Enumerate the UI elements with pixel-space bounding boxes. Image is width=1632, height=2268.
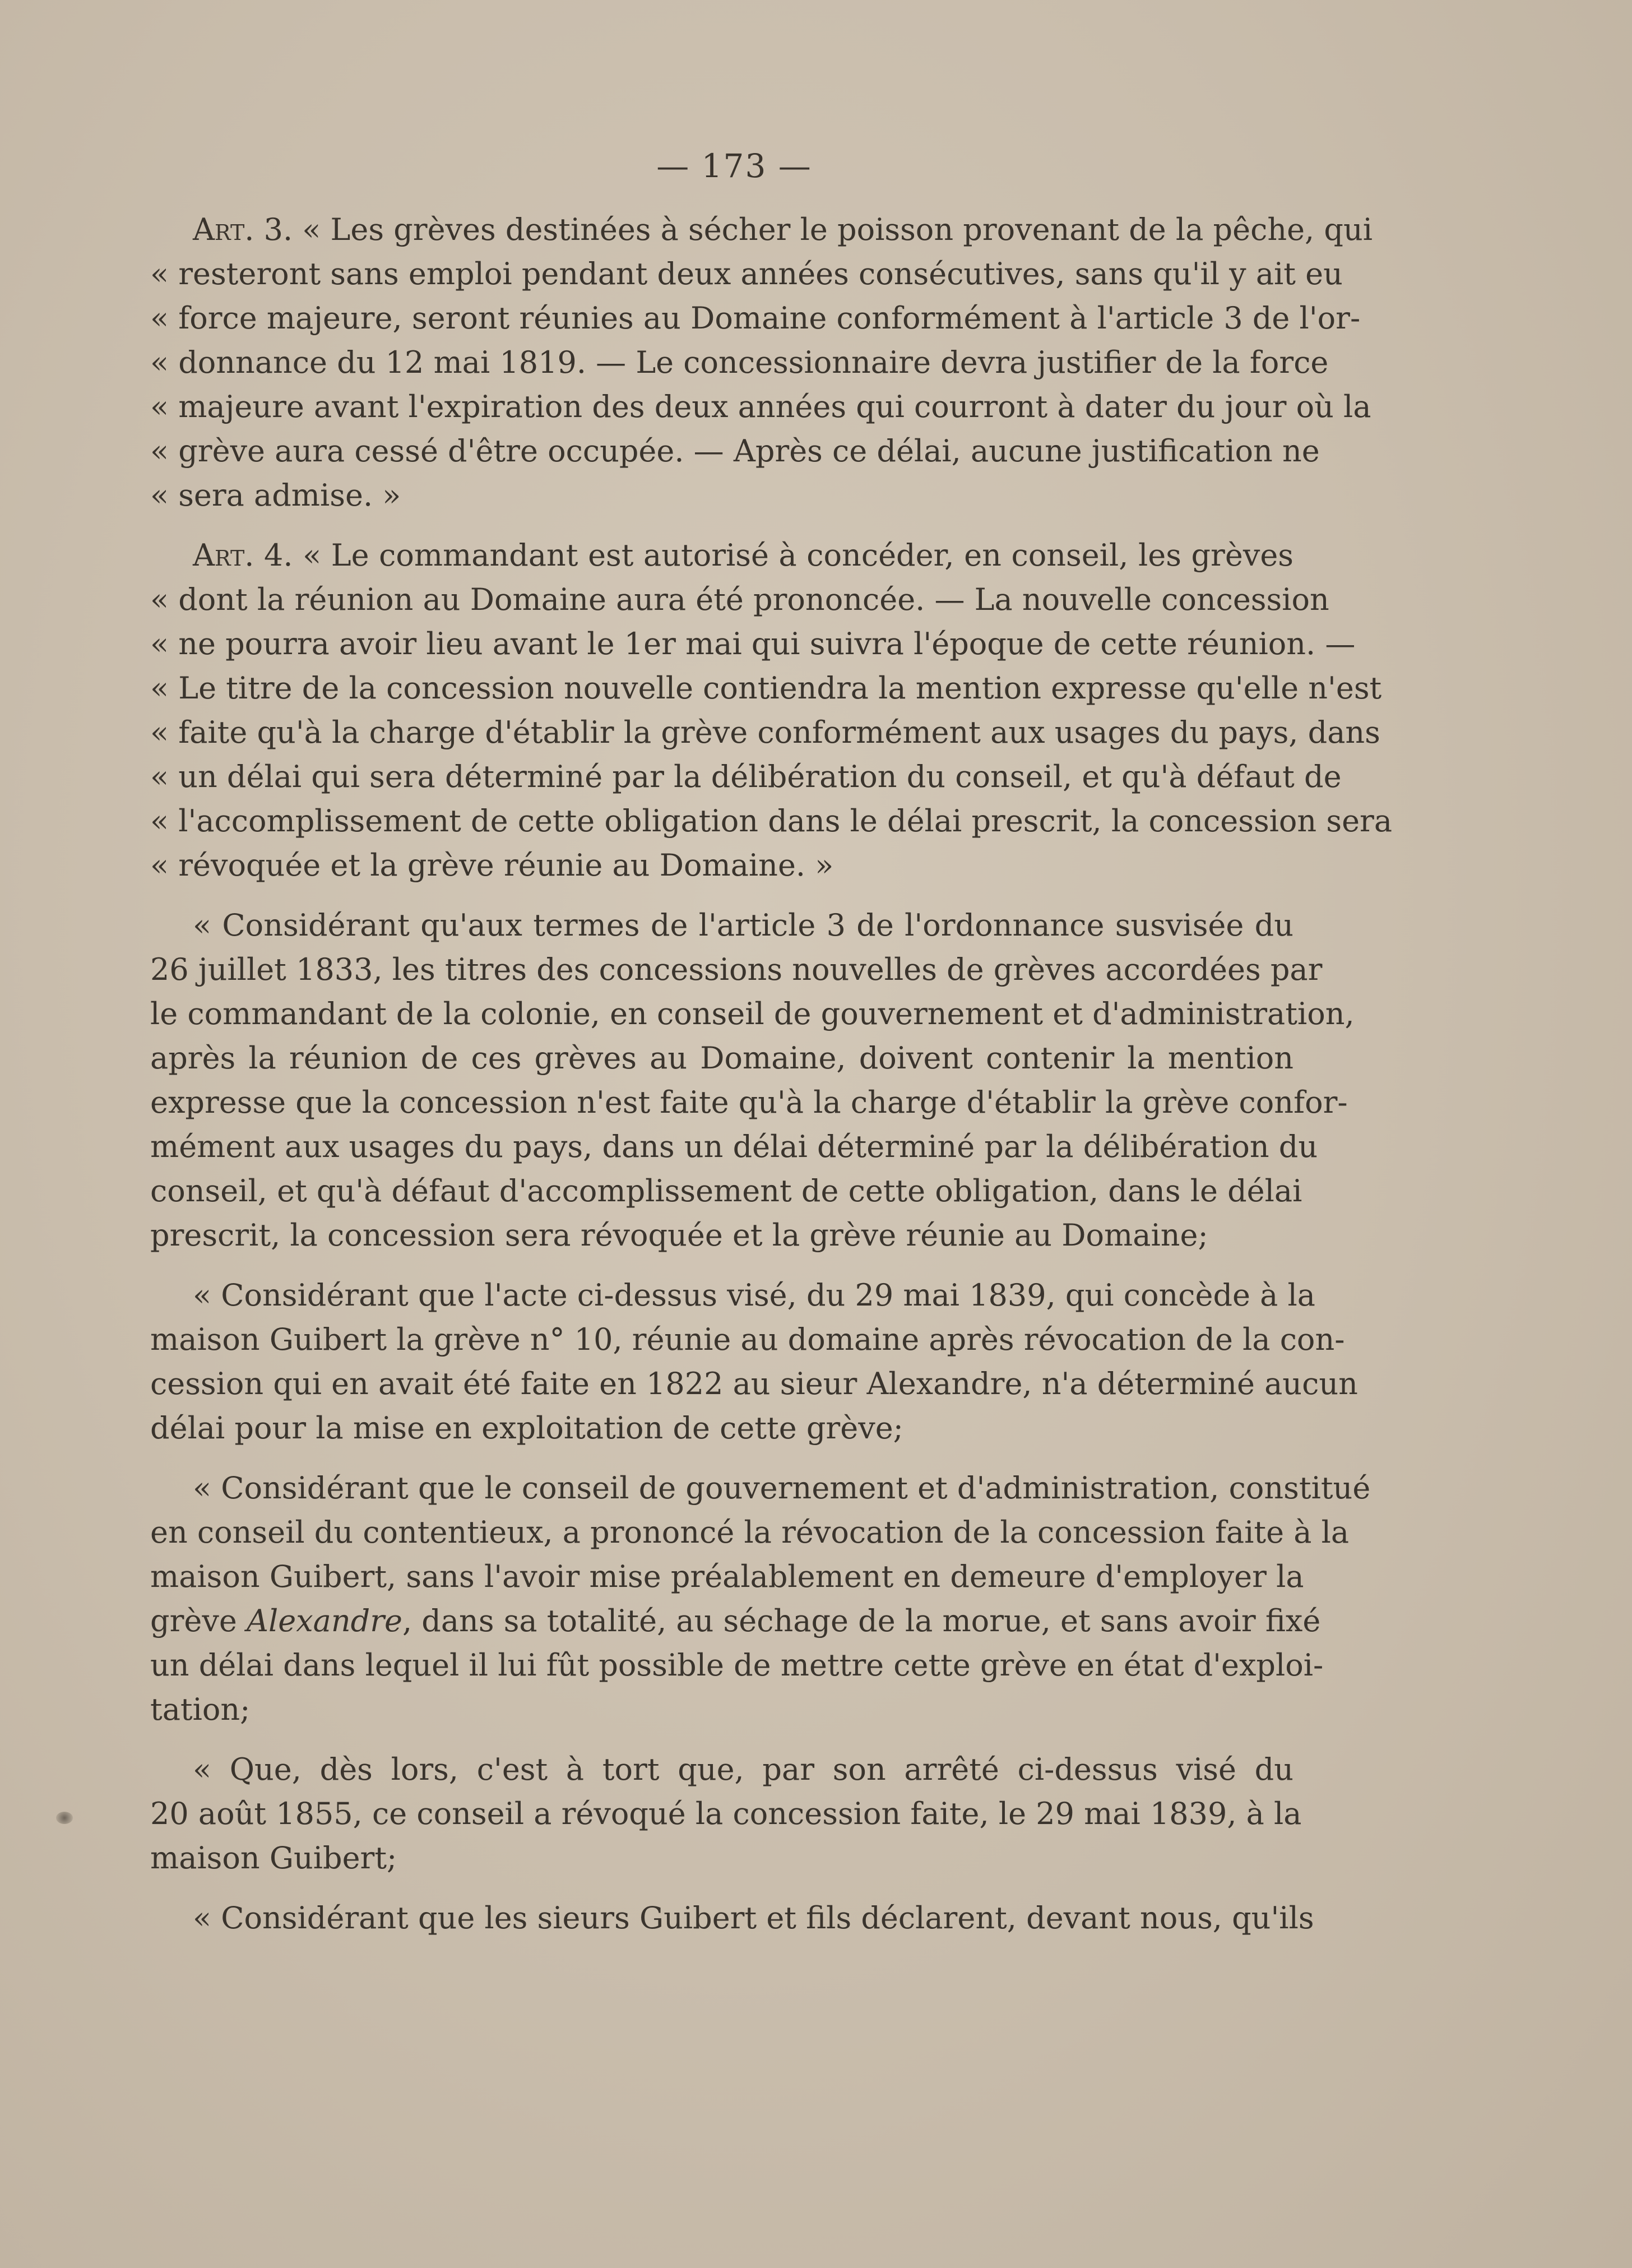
text-line: « majeure avant l'expiration des deux années qui courront à dater du jour où la — [150, 389, 1371, 424]
considerant-paragraph — [150, 1896, 1314, 1940]
text-line: « resteront sans emploi pendant deux années consécutives, sans qu'il y ait eu — [150, 256, 1343, 291]
text-line: « dont la réunion au Domaine aura été prononcée. — La nouvelle concession — [150, 582, 1329, 617]
text-line: après la réunion de ces grèves au Domaine, doivent contenir la mention — [150, 1040, 1293, 1076]
considerant-paragraph — [150, 1273, 1358, 1450]
article-3-paragraph — [150, 207, 1373, 517]
considerant-paragraph — [150, 903, 1355, 1257]
article-4-paragraph — [150, 533, 1393, 887]
text-line: maison Guibert; — [150, 1840, 397, 1876]
article-label: Art. 3. — [193, 212, 293, 247]
text-line: le commandant de la colonie, en conseil de gouvernement et d'administration, — [150, 996, 1355, 1031]
page-number: — 173 — — [656, 147, 812, 185]
text-line: maison Guibert la grève n° 10, réunie au domaine après révocation de la con- — [150, 1322, 1345, 1357]
text-line: cession qui en avait été faite en 1822 au sieur Alexandre, n'a déterminé aucun — [150, 1366, 1358, 1401]
text-line: délai pour la mise en exploitation de cette grève; — [150, 1410, 903, 1446]
text-line: un délai dans lequel il lui fût possible de mettre cette grève en état d'exploi- — [150, 1647, 1324, 1683]
ink-spot-icon — [56, 1812, 73, 1824]
text-line: Art. 4. « Le commandant est autorisé à concéder, en conseil, les grèves — [193, 538, 1293, 573]
text-line: « un délai qui sera déterminé par la délibération du conseil, et qu'à défaut de — [150, 759, 1342, 794]
text-line: « sera admise. » — [150, 478, 401, 513]
text-line: 20 août 1855, ce conseil a révoqué la concession faite, le 29 mai 1839, à la — [150, 1796, 1302, 1831]
text-line: expresse que la concession n'est faite qu'à la charge d'établir la grève confor- — [150, 1085, 1348, 1120]
text-line: en conseil du contentieux, a prononcé la révocation de la concession faite à la — [150, 1515, 1350, 1550]
text-line: « Le titre de la concession nouvelle contiendra la mention expresse qu'elle n'est — [150, 670, 1382, 706]
text-line: « révoquée et la grève réunie au Domaine. » — [150, 848, 834, 883]
text-line: « Considérant qu'aux termes de l'article 3 de l'ordonnance susvisée du — [193, 908, 1293, 943]
text-line: Art. 3. « Les grèves destinées à sécher le poisson provenant de la pêche, qui — [193, 212, 1373, 247]
text-line: « force majeure, seront réunies au Domaine conformément à l'article 3 de l'or- — [150, 300, 1361, 336]
text-line: « ne pourra avoir lieu avant le 1er mai qui suivra l'époque de cette réunion. — — [150, 626, 1356, 661]
considerant-paragraph — [150, 1466, 1371, 1732]
text-line: mément aux usages du pays, dans un délai déterminé par la délibération du — [150, 1129, 1318, 1164]
text-line: grève Alexandre, dans sa totalité, au séchage de la morue, et sans avoir fixé — [150, 1603, 1321, 1638]
text-line: « faite qu'à la charge d'établir la grève conformément aux usages du pays, dans — [150, 715, 1380, 750]
text-line: 26 juillet 1833, les titres des concessions nouvelles de grèves accordées par — [150, 952, 1323, 987]
text-line: tation; — [150, 1692, 251, 1727]
italic-name: Alexandre — [246, 1603, 402, 1638]
text-line: « Considérant que l'acte ci-dessus visé, du 29 mai 1839, qui concède à la — [193, 1278, 1315, 1313]
article-label: Art. 4. — [193, 538, 293, 573]
text-line: maison Guibert, sans l'avoir mise préalablement en demeure d'employer la — [150, 1559, 1304, 1594]
text-line: « Considérant que le conseil de gouvernement et d'administration, constitué — [193, 1470, 1371, 1506]
body-text — [150, 207, 1393, 1956]
que-paragraph — [150, 1747, 1302, 1880]
text-line: « grève aura cessé d'être occupée. — Après ce délai, aucune justification ne — [150, 433, 1320, 469]
text-line: « l'accomplissement de cette obligation dans le délai prescrit, la concession sera — [150, 803, 1393, 839]
text-line: « Considérant que les sieurs Guibert et fils déclarent, devant nous, qu'ils — [193, 1900, 1314, 1936]
text-line: prescrit, la concession sera révoquée et la grève réunie au Domaine; — [150, 1218, 1208, 1253]
text-line: conseil, et qu'à défaut d'accomplissement de cette obligation, dans le délai — [150, 1173, 1302, 1209]
text-line: « Que, dès lors, c'est à tort que, par son arrêté ci-dessus visé du — [193, 1752, 1293, 1787]
text-line: « donnance du 12 mai 1819. — Le concessionnaire devra justifier de la force — [150, 345, 1329, 380]
